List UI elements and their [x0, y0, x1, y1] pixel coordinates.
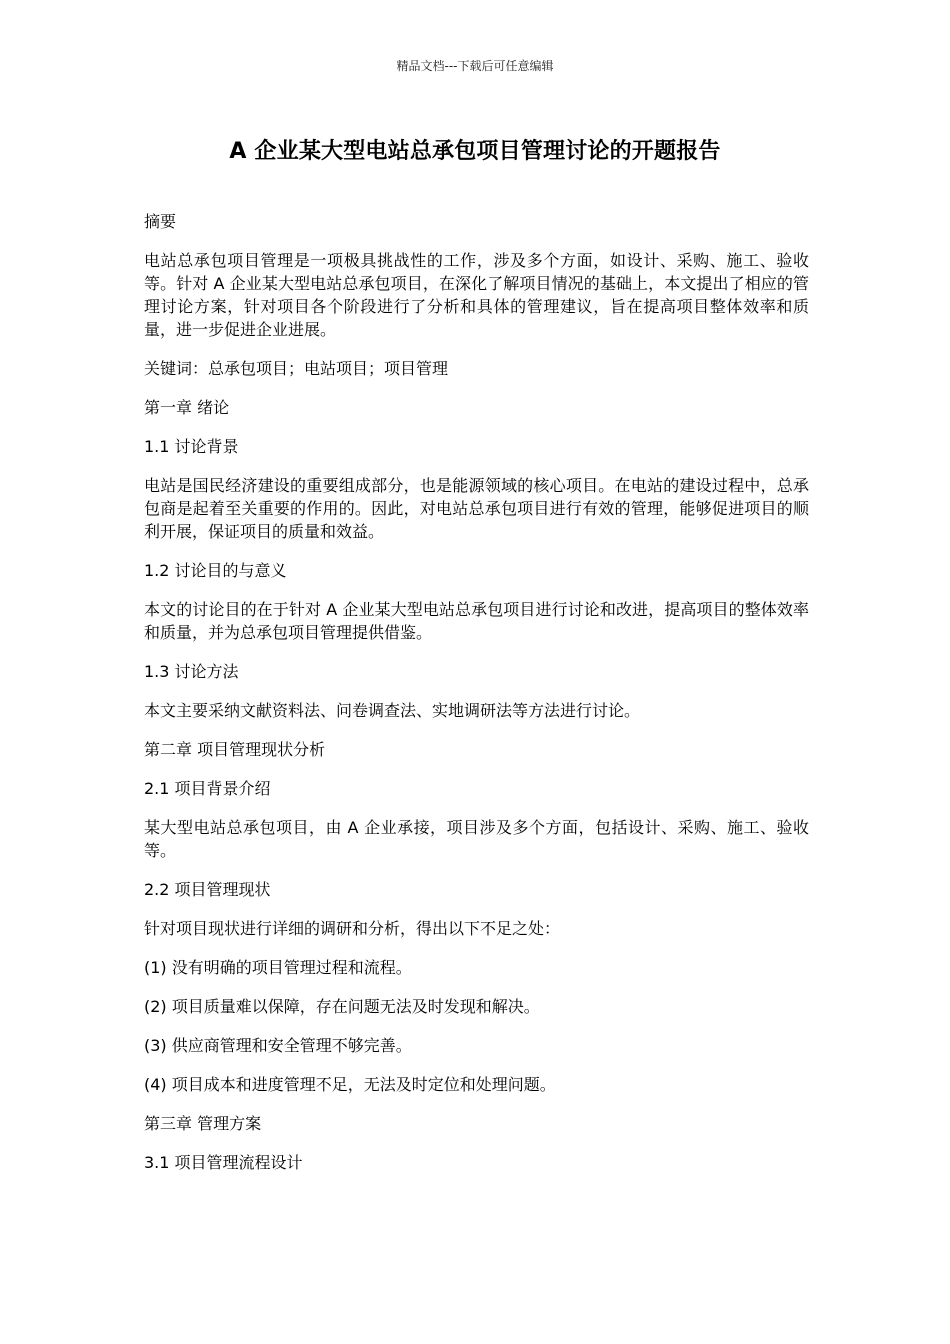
section-heading: 1.1 讨论背景 [144, 437, 239, 456]
page-header: 精品文档---下载后可任意编辑 [396, 59, 554, 73]
chapter-heading: 第三章 管理方案 [144, 1114, 262, 1133]
document-body [144, 210, 809, 1190]
abstract-heading: 摘要 [144, 212, 177, 231]
body-paragraph: 某大型电站总承包项目，由 A 企业承接，项目涉及多个方面，包括设计、采购、施工、验收等。 [144, 818, 809, 860]
chapter-heading: 第二章 项目管理现状分析 [144, 740, 326, 759]
body-paragraph: 本文主要采纳文献资料法、问卷调查法、实地调研法等方法进行讨论。 [144, 701, 641, 720]
abstract-paragraph: 电站总承包项目管理是一项极具挑战性的工作，涉及多个方面，如设计、采购、施工、验收等。针对 A 企业某大型电站总承包项目，在深化了解项目情况的基础上，本文提出了相应的管理讨论方案，针对项目各个阶段进行了分析和具体的管理建议，旨在提高项目整体效率和质量，进一步促进企业进展。 [144, 251, 809, 339]
document-title: A 企业某大型电站总承包项目管理讨论的开题报告 [229, 139, 721, 164]
body-paragraph: 电站是国民经济建设的重要组成部分，也是能源领域的核心项目。在电站的建设过程中，总承包商是起着至关重要的作用的。因此，对电站总承包项目进行有效的管理，能够促进项目的顺利开展，保证项目的质量和效益。 [144, 476, 809, 541]
list-item: (3) 供应商管理和安全管理不够完善。 [144, 1036, 412, 1055]
section-heading: 2.2 项目管理现状 [144, 880, 271, 899]
chapter-heading: 第一章 绪论 [144, 398, 230, 417]
section-heading: 1.2 讨论目的与意义 [144, 561, 287, 580]
section-heading: 1.3 讨论方法 [144, 662, 239, 681]
list-item: (2) 项目质量难以保障，存在问题无法及时发现和解决。 [144, 997, 540, 1016]
list-item: (4) 项目成本和进度管理不足，无法及时定位和处理问题。 [144, 1075, 556, 1094]
list-item: (1) 没有明确的项目管理过程和流程。 [144, 958, 412, 977]
section-heading: 2.1 项目背景介绍 [144, 779, 271, 798]
body-paragraph: 本文的讨论目的在于针对 A 企业某大型电站总承包项目进行讨论和改进，提高项目的整体效率和质量，并为总承包项目管理提供借鉴。 [144, 600, 809, 642]
body-paragraph: 针对项目现状进行详细的调研和分析，得出以下不足之处： [144, 919, 561, 938]
keywords-line: 关键词：总承包项目；电站项目；项目管理 [144, 359, 449, 378]
section-heading: 3.1 项目管理流程设计 [144, 1153, 303, 1172]
